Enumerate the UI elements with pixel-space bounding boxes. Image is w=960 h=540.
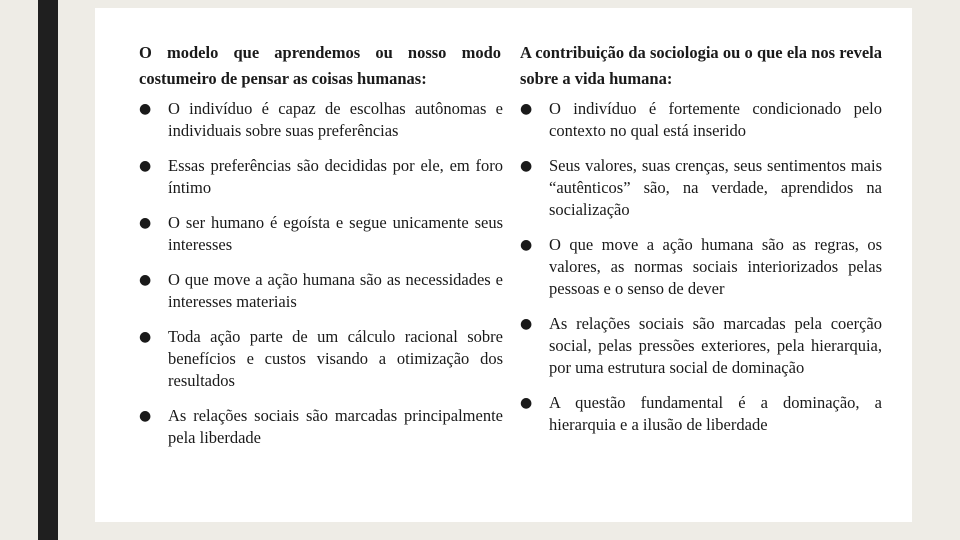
bullet-icon: ● [139, 329, 152, 345]
list-item [520, 234, 882, 300]
list-item-text: As relações sociais são marcadas pela coerção social, pelas pressões exteriores, pela hierarquia, por uma estrutura social de dominação [549, 314, 882, 377]
list-item [520, 392, 882, 436]
list-item-text: O ser humano é egoísta e segue unicamente seus interesses [168, 213, 503, 254]
list-item-text: O indivíduo é fortemente condicionado pelo contexto no qual está inserido [549, 99, 882, 140]
list-item-text: A questão fundamental é a dominação, a hierarquia e a ilusão de liberdade [549, 393, 882, 434]
list-item [139, 326, 503, 392]
document-sheet [95, 8, 912, 522]
list-item-text: O que move a ação humana são as regras, os valores, as normas sociais interiorizados pelas pessoas e o senso de dever [549, 235, 882, 298]
list-item-text: O que move a ação humana são as necessidades e interesses materiais [168, 270, 503, 311]
bullet-icon: ● [139, 101, 152, 117]
list-item-text: O indivíduo é capaz de escolhas autônomas e individuais sobre suas preferências [168, 99, 503, 140]
bullet-icon: ● [139, 215, 152, 231]
list-item [520, 313, 882, 379]
bullet-icon: ● [139, 272, 152, 288]
left-column [139, 40, 503, 449]
right-list [520, 98, 882, 436]
bullet-icon: ● [520, 316, 533, 332]
left-list [139, 98, 503, 449]
list-item [520, 98, 882, 142]
bullet-icon: ● [520, 101, 533, 117]
bullet-icon: ● [520, 395, 533, 411]
list-item-text: Toda ação parte de um cálculo racional sobre benefícios e custos visando a otimização dos resultados [168, 327, 503, 390]
bullet-icon: ● [520, 237, 533, 253]
list-item [520, 155, 882, 221]
bullet-icon: ● [139, 408, 152, 424]
list-item [139, 155, 503, 199]
right-column [520, 40, 882, 436]
left-accent-bar [38, 0, 58, 540]
bullet-icon: ● [139, 158, 152, 174]
bullet-icon: ● [520, 158, 533, 174]
left-heading: O modelo que aprendemos ou nosso modo costumeiro de pensar as coisas humanas: [139, 43, 501, 88]
right-heading: A contribuição da sociologia ou o que ela nos revela sobre a vida humana: [520, 43, 882, 88]
list-item [139, 98, 503, 142]
list-item [139, 212, 503, 256]
list-item [139, 269, 503, 313]
list-item [139, 405, 503, 449]
list-item-text: Essas preferências são decididas por ele, em foro íntimo [168, 156, 503, 197]
list-item-text: As relações sociais são marcadas principalmente pela liberdade [168, 406, 503, 447]
list-item-text: Seus valores, suas crenças, seus sentimentos mais “autênticos” são, na verdade, aprendidos na socialização [549, 156, 882, 219]
